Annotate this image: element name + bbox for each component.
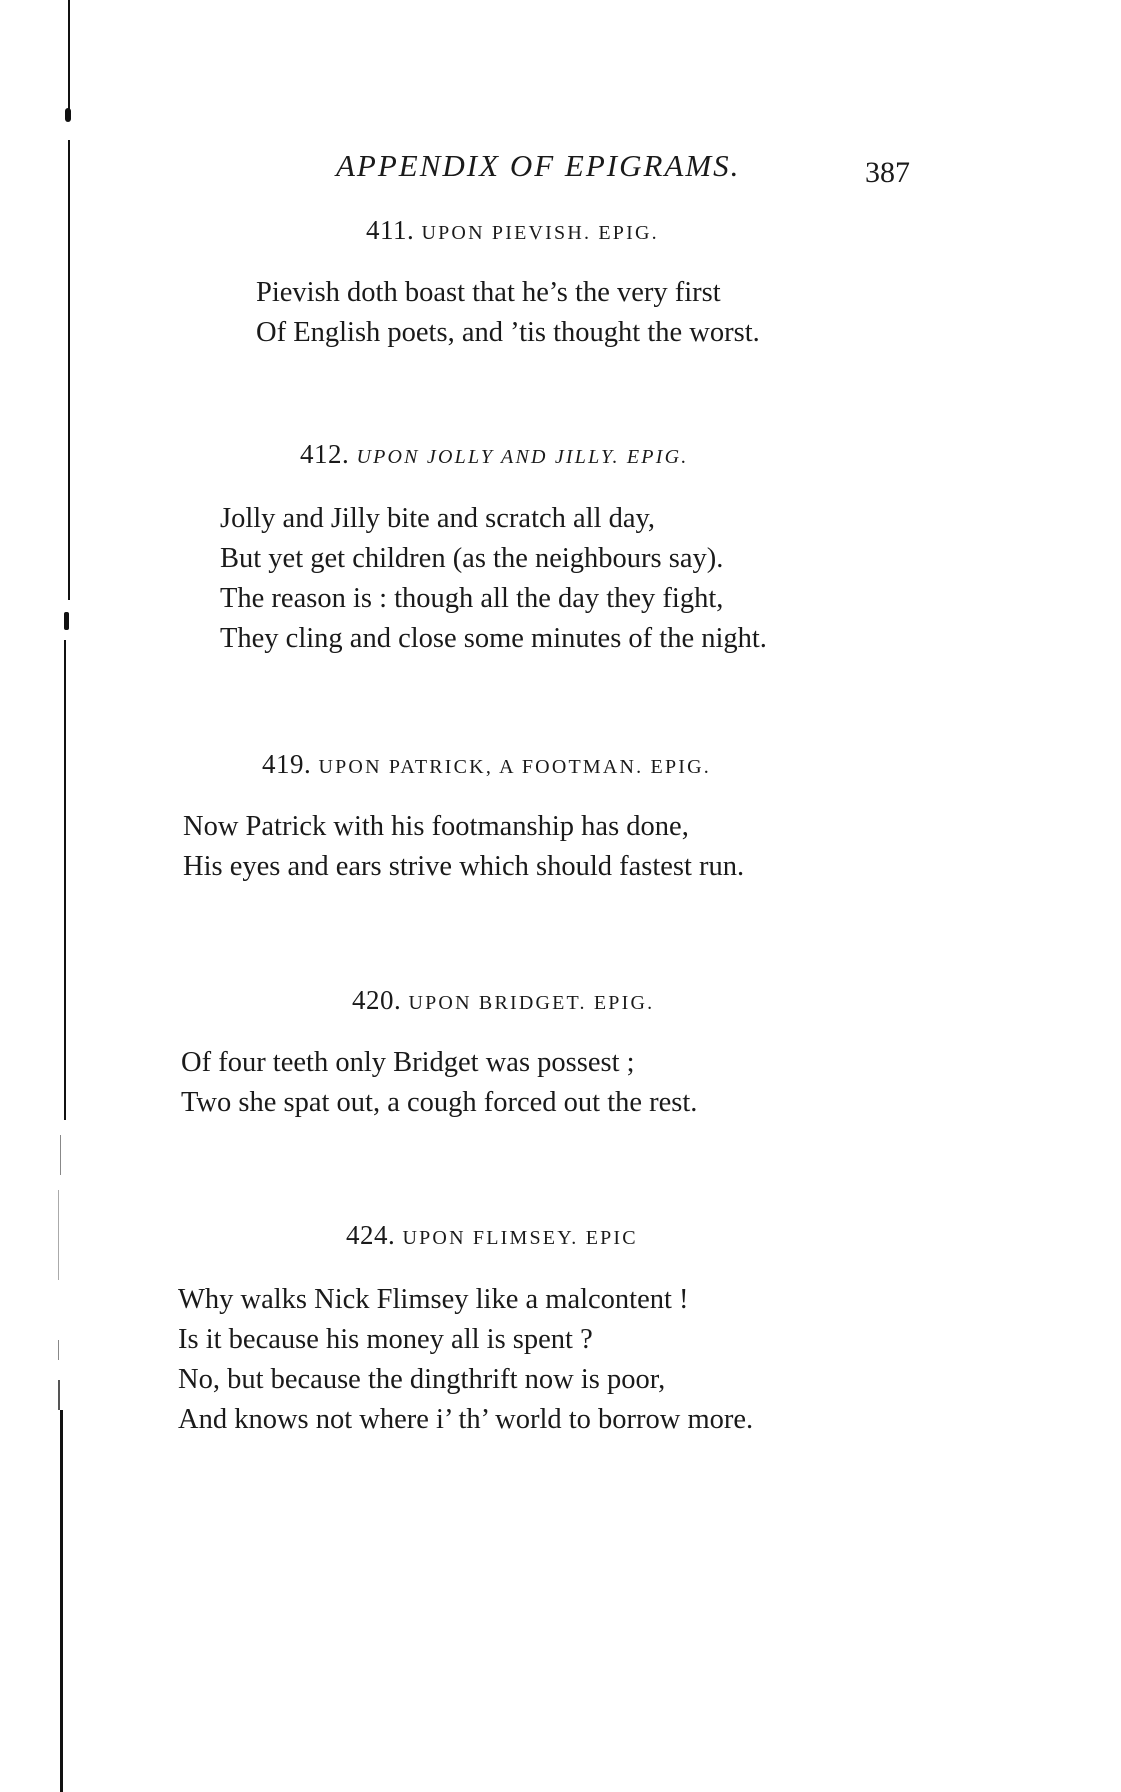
epigram-heading — [262, 749, 711, 780]
verse-line: Two she spat out, a cough forced out the rest. — [181, 1087, 698, 1118]
verse-line: No, but because the dingthrift now is poor, — [178, 1364, 666, 1395]
epigram-number: 412. — [300, 439, 350, 469]
verse-line: The reason is : though all the day they fight, — [220, 583, 724, 614]
binding-edge — [20, 0, 23, 1792]
epigram-number: 420. — [352, 985, 402, 1015]
verse-line: And knows not where i’ th’ world to borrow more. — [178, 1404, 754, 1435]
verse-line: But yet get children (as the neighbours say). — [220, 543, 724, 574]
epigram-heading-text: UPON FLIMSEY. EPIC — [402, 1227, 638, 1249]
epigram-number: 424. — [346, 1220, 396, 1250]
verse-line: Is it because his money all is spent ? — [178, 1324, 593, 1355]
verse-line: Of four teeth only Bridget was possest ; — [181, 1047, 635, 1078]
page-number: 387 — [865, 156, 910, 189]
epigram-heading — [346, 1220, 638, 1251]
running-head — [0, 148, 1121, 188]
running-title: APPENDIX OF EPIGRAMS. — [336, 148, 741, 183]
epigram-verse — [220, 499, 767, 659]
verse-line: Pievish doth boast that he’s the very first — [256, 277, 721, 308]
verse-line: They cling and close some minutes of the night. — [220, 623, 767, 654]
epigram-verse — [256, 273, 760, 353]
verse-line: Of English poets, and ’tis thought the worst. — [256, 317, 760, 348]
epigram-heading — [366, 215, 659, 246]
epigram-verse — [178, 1280, 753, 1440]
epigram-heading-text: UPON PIEVISH. EPIG. — [421, 222, 659, 244]
epigram-verse — [181, 1043, 697, 1123]
epigram-verse — [183, 807, 744, 887]
epigram-heading — [300, 439, 688, 470]
verse-line: Why walks Nick Flimsey like a malcontent ! — [178, 1284, 689, 1315]
epigram-number: 411. — [366, 215, 415, 245]
epigram-heading-text: UPON BRIDGET. EPIG. — [408, 992, 655, 1014]
verse-line: Jolly and Jilly bite and scratch all day, — [220, 503, 656, 534]
verse-line: His eyes and ears strive which should fastest run. — [183, 851, 745, 882]
epigram-heading — [352, 985, 654, 1016]
verse-line: Now Patrick with his footmanship has done, — [183, 811, 689, 842]
epigram-heading-text: UPON JOLLY AND JILLY. EPIG. — [356, 446, 689, 468]
epigram-heading-text: UPON PATRICK, A FOOTMAN. EPIG. — [318, 756, 711, 778]
epigram-number: 419. — [262, 749, 312, 779]
